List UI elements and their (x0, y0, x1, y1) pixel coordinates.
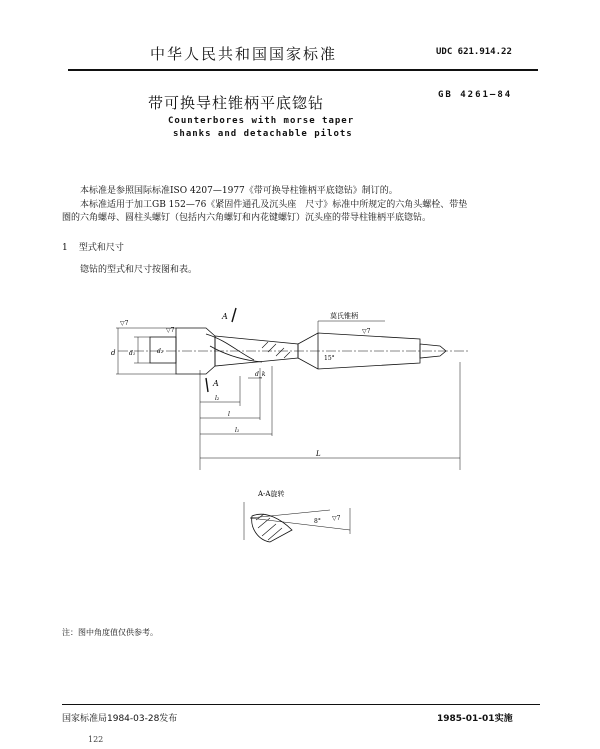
paragraph-scope-line2: 圈的六角螺母、圆柱头螺钉（包括内六角螺钉和内花键螺钉）沉头座的带导柱锥柄平底锪钻。 (62, 213, 432, 223)
label-dk: d_k (255, 371, 266, 378)
label-l2: l₂ (215, 395, 220, 402)
footer-rule (62, 704, 540, 705)
label-d: d (111, 349, 116, 357)
implementation-date: 1985-01-01实施 (437, 714, 513, 724)
section-title: 型式和尺寸 (78, 243, 124, 253)
standard-header-title: 中华人民共和国国家标准 (150, 45, 338, 63)
label-l1: l₁ (235, 427, 240, 434)
roughness-mark-head: ▽7 (166, 327, 175, 334)
gb-number: GB 4261—84 (438, 90, 513, 100)
label-d2: d₂ (157, 348, 164, 355)
paragraph-scope-line1: 本标准适用于加工GB 152—76《紧固件通孔及沉头座 尺寸》标准中所规定的六角头螺栓、带垫 (80, 200, 468, 210)
label-a-top: A (222, 312, 228, 321)
english-title-line1: Counterbores with morse taper (168, 116, 355, 126)
figure-note: 注：图中角度值仅供参考。 (62, 628, 158, 637)
roughness-mark-shank: ▽7 (362, 328, 371, 335)
paragraph-reference: 本标准是参照国际标准ISO 4207—1977《带可换导柱锥柄平底锪钻》制订的。 (80, 186, 398, 196)
section-number: 1 (62, 243, 68, 253)
label-section-view: A-A旋转 (258, 490, 285, 498)
udc-number: UDC 621.914.22 (436, 47, 512, 57)
label-angle-8: 8° (314, 518, 321, 525)
roughness-mark-section: ▽7 (332, 515, 341, 522)
page-number: 122 (88, 735, 104, 744)
label-d1: d₁ (129, 350, 136, 357)
publication-date: 国家标准局1984-03-28发布 (62, 714, 178, 724)
roughness-mark-left: ▽7 (120, 320, 129, 327)
label-morse-shank: 莫氏锥柄 (330, 312, 358, 320)
english-title-line2: shanks and detachable pilots (173, 129, 353, 139)
label-L: L (316, 450, 321, 458)
label-angle-15: 15° (324, 355, 335, 362)
section-text: 锪钻的型式和尺寸按图和表。 (80, 265, 198, 275)
label-l: l (228, 411, 230, 418)
label-a-bottom: A (213, 379, 219, 388)
document-title: 带可换导柱锥柄平底锪钻 (148, 94, 325, 112)
